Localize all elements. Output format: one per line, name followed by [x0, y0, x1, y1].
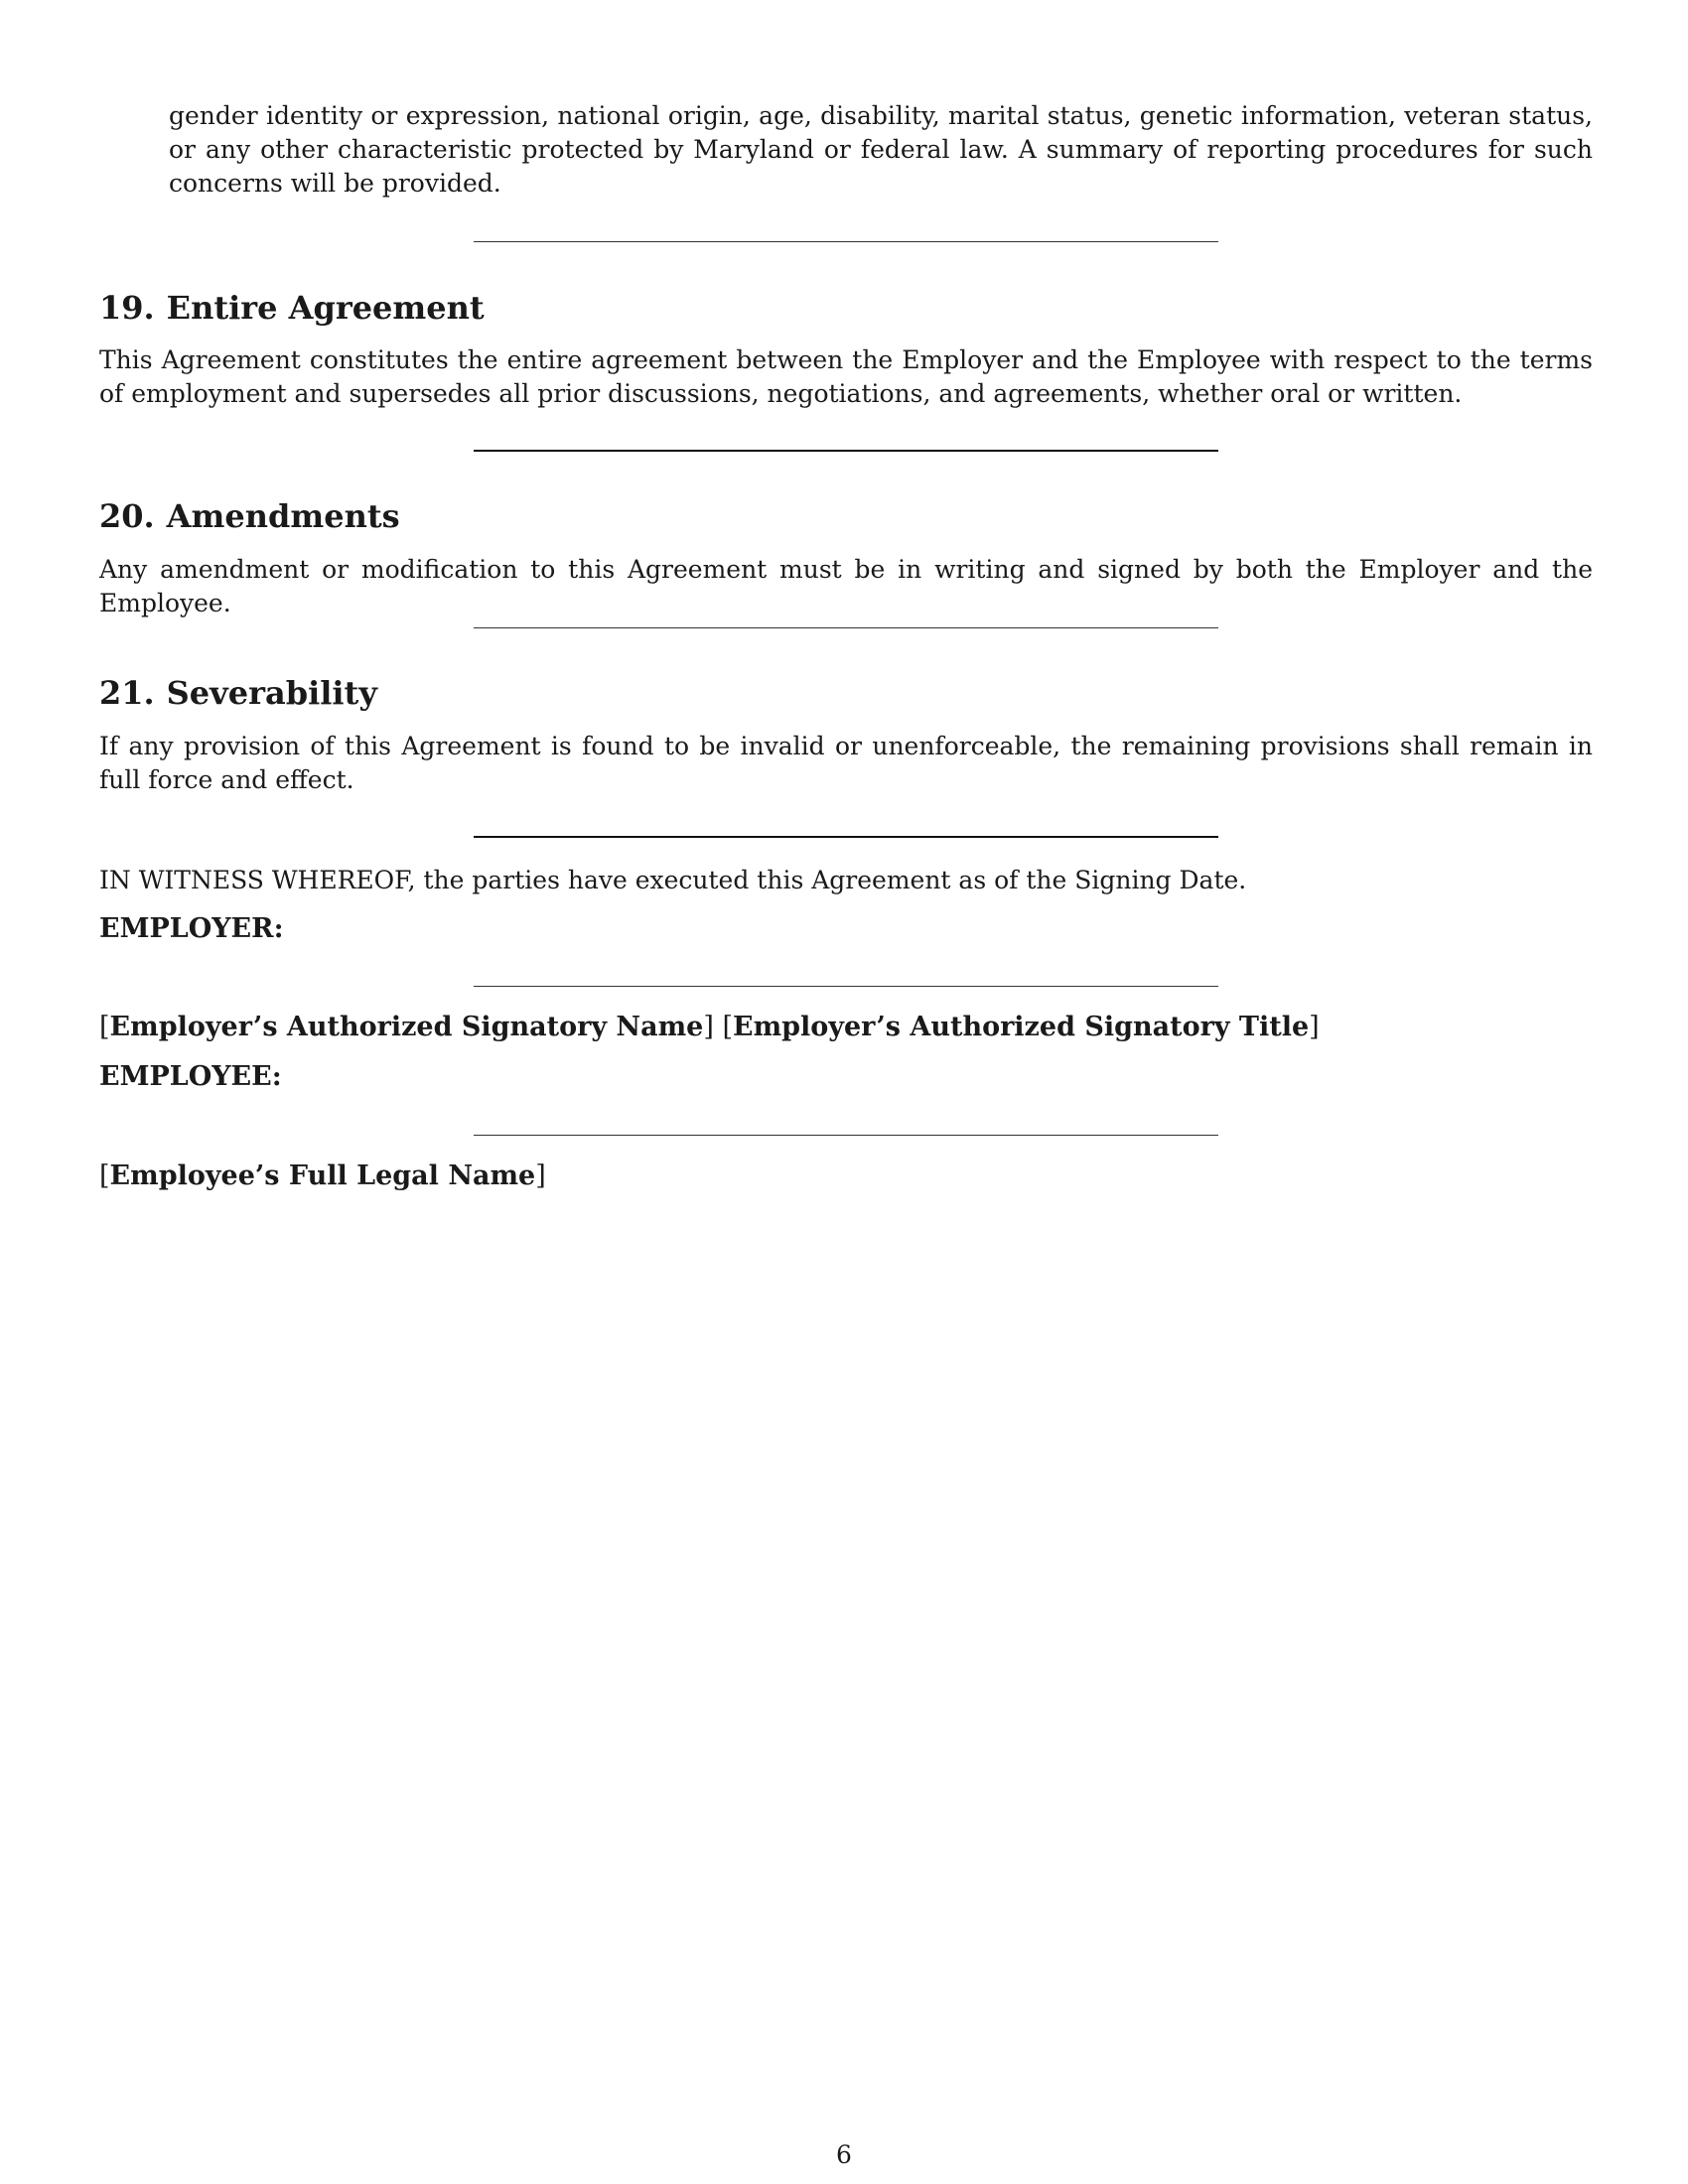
- section-divider: [474, 836, 1218, 838]
- section-divider: [474, 241, 1218, 242]
- page-number: 6: [836, 2140, 852, 2169]
- section-21-heading: [99, 673, 377, 713]
- section-title: Entire Agreement: [166, 289, 485, 327]
- document-page: [99, 0, 1593, 2184]
- section-19-body: This Agreement constitutes the entire agreement between the Employer and the Employee with respect to the terms of employment and supersedes all prior discussions, negotiations, and agreements, whether oral or written.: [99, 345, 1593, 408]
- section-title: Severability: [166, 674, 377, 712]
- employee-full-name: Employee’s Full Legal Name: [109, 1160, 536, 1191]
- section-title: Amendments: [166, 497, 400, 535]
- employee-name-line: [Employee’s Full Legal Name]: [99, 1160, 546, 1191]
- employer-label: EMPLOYER:: [99, 913, 284, 944]
- section-19-heading: [99, 288, 485, 328]
- continuation-paragraph: gender identity or expression, national origin, age, disability, marital status, genetic information, veteran status, or any other characteristic protected by Maryland or federal law. A summary of reporting procedures for such concerns will be provided.: [169, 101, 1593, 198]
- employer-signatory-title: Employer’s Authorized Signatory Title: [733, 1012, 1310, 1042]
- section-20-body: Any amendment or modification to this Agreement must be in writing and signed by both the Employer and the Employee.: [99, 555, 1593, 617]
- employee-label: EMPLOYEE:: [99, 1061, 282, 1092]
- witness-statement: IN WITNESS WHEREOF, the parties have executed this Agreement as of the Signing Date.: [99, 866, 1247, 894]
- section-divider: [474, 450, 1218, 452]
- section-divider: [474, 627, 1218, 628]
- employer-signatory-line: [Employer’s Authorized Signatory Name] [Employer’s Authorized Signatory Title]: [99, 1012, 1320, 1042]
- section-number: 19.: [99, 289, 155, 327]
- section-number: 20.: [99, 497, 155, 535]
- employer-signatory-name: Employer’s Authorized Signatory Name: [109, 1012, 704, 1042]
- section-20-heading: [99, 496, 400, 536]
- employee-signature-line: [474, 1135, 1218, 1136]
- section-number: 21.: [99, 674, 155, 712]
- employer-signature-line: [474, 986, 1218, 987]
- section-21-body: If any provision of this Agreement is found to be invalid or unenforceable, the remaining provisions shall remain in full force and effect.: [99, 732, 1593, 794]
